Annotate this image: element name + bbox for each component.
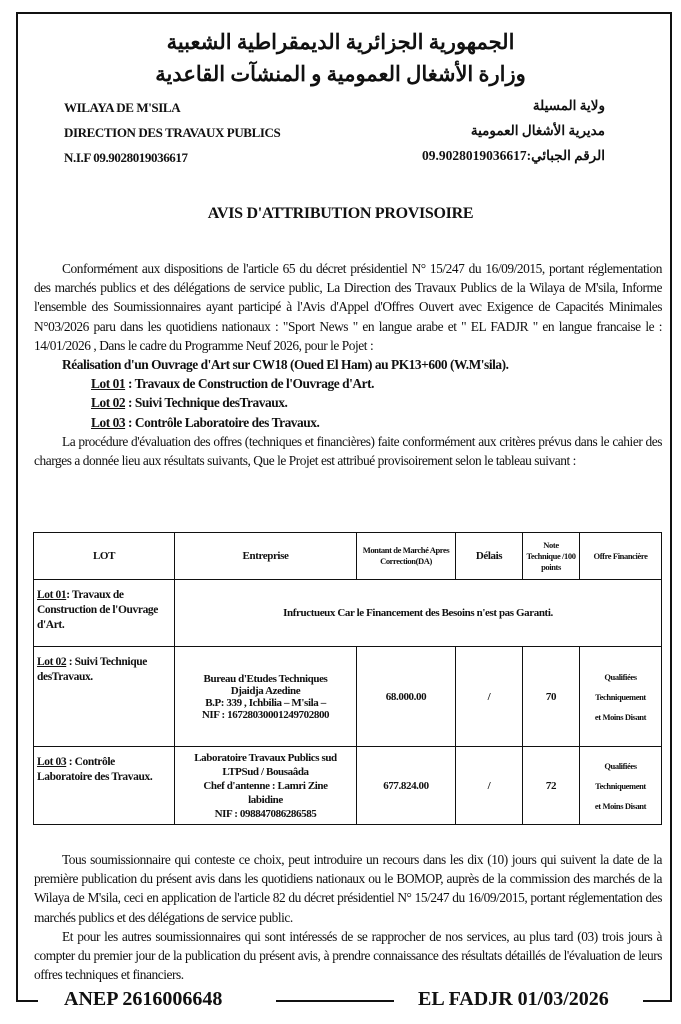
lot-label: : Suivi Technique desTravaux. xyxy=(37,656,147,683)
procedure-paragraph: La procédure d'évaluation des offres (techniques et financières) faite conformément aux critères prévus dans le cahier des charges a donnée lieu aux résultats suivants, Que le Projet est attribué provisoirement selon le tableau suivant : xyxy=(34,433,662,469)
lot-cell xyxy=(34,747,175,825)
journal-date: EL FADJR 01/03/2026 xyxy=(418,988,609,1010)
table-row xyxy=(34,747,662,825)
intro-paragraph: Conformément aux dispositions de l'article 65 du décret présidentiel N° 15/247 du 16/09/2015, portant réglementation des marchés publics et des délégations de service public, La Direction des Travaux Publics de la Wilaya de M'sila, Informe l'ensemble des Soumissionnaires ayant participé à l'Avis d'Appel d'Offres Ouvert avec Exigence de Capacités Minimales N°03/2026 paru dans les quotidiens nationaux : "Sport News " en langue arabe et " EL FADJR " en langue francaise le : 14/01/2026 , Dans le cadre du Programme Neuf 2026, pour le Pojet : xyxy=(34,261,662,353)
entreprise-line: labidine xyxy=(248,793,283,806)
footer-rule xyxy=(276,1000,394,1002)
anep-reference: ANEP 2616006648 xyxy=(64,988,223,1010)
nif-label: N.I.F 09.9028019036617 xyxy=(64,150,188,165)
direction-label-arabic: مديرية الأشغال العمومية xyxy=(470,123,605,138)
direction-label: DIRECTION DES TRAVAUX PUBLICS xyxy=(64,125,281,140)
col-note: Note Technique /100 points xyxy=(523,533,580,580)
offre-line: Techniquement xyxy=(595,780,646,791)
montant-cell: 68.000.00 xyxy=(357,647,456,747)
entreprise-line: Bureau d'Etudes Techniques xyxy=(203,672,328,685)
autres-paragraph: Et pour les autres soumissionnaires qui sont intéressés de se rapprocher de nos services, au plus tard (03) trois jours à compter du premier jour de la publication du présent avis, à prendre connaissance des résultats détaillés de l'évaluation de leurs offres techniques et financiers. xyxy=(34,928,662,983)
lot-label: : Contrôle Laboratoire des Travaux. xyxy=(125,414,320,430)
entreprise-line: NIF : 167280300012497028​00 xyxy=(201,708,330,721)
lot-item xyxy=(91,413,662,432)
arabic-ministry-title: وزارة الأشغال العمومية و المنشآت القاعدية xyxy=(155,62,526,86)
lot-number: Lot 02 xyxy=(91,395,126,411)
wilaya-label: WILAYA DE M'SILA xyxy=(64,100,181,115)
col-montant: Montant de Marché Apres Correction(DA) xyxy=(357,533,456,580)
lot-number: Lot 02 xyxy=(37,656,67,668)
lot-number: Lot 01 xyxy=(37,589,67,601)
lot-cell xyxy=(34,647,175,747)
lot-label: : Contrôle Laboratoire des Travaux. xyxy=(37,756,153,783)
note-cell: 72 xyxy=(523,747,580,825)
footer xyxy=(0,990,681,1024)
delais-cell: / xyxy=(456,647,523,747)
col-delais: Délais xyxy=(456,533,523,580)
col-entreprise: Entreprise xyxy=(175,533,357,580)
entreprise-line: B.P: 339 , Ichbilia – M'sila – xyxy=(205,696,326,709)
entreprise-line: Djaidja Azedine xyxy=(230,684,301,697)
offre-line: et Moins Disant xyxy=(594,800,647,811)
lot-label: : Travaux de Construction de l'Ouvrage d'Art. xyxy=(37,589,158,631)
intro-section xyxy=(34,259,662,470)
lot-item xyxy=(91,393,662,412)
offre-line: Techniquement xyxy=(595,691,646,702)
lot-label: : Travaux de Construction de l'Ouvrage d'Art. xyxy=(125,376,374,392)
lot-label: : Suivi Technique desTravaux. xyxy=(125,395,288,411)
footer-rule xyxy=(16,1000,38,1002)
recours-paragraph: Tous soumissionnaire qui conteste ce choix, peut introduire un recours dans les dix (10) jours qui suivent la date de la première publication du présent avis dans les quotidiens nationaux ou le BOMOP, auprès de la commission des marchés de la Wilaya de M'sila, ceci en application de l'article 82 du décret présidentiel N° 15/247 du 16/09/2015, portant réglementation des marchés publics et des délégations de service public. xyxy=(34,852,662,925)
table-header-row xyxy=(34,533,662,580)
col-lot: LOT xyxy=(34,533,175,580)
entreprise-cell xyxy=(175,747,357,825)
note-cell: 70 xyxy=(523,647,580,747)
col-offre: Offre Financière xyxy=(580,533,662,580)
notice-title: AVIS D'ATTRIBUTION PROVISOIRE xyxy=(207,205,474,222)
nif-label-arabic: الرقم الجبائي:09.9028019036617 xyxy=(421,148,605,163)
table-row xyxy=(34,647,662,747)
arabic-republic-title: الجمهورية الجزائرية الديمقراطية الشعبية xyxy=(166,30,515,54)
footer-rule xyxy=(643,1000,670,1002)
entreprise-cell xyxy=(175,647,357,747)
lot-number: Lot 03 xyxy=(91,414,126,430)
wilaya-label-arabic: ولاية المسيلة xyxy=(532,98,605,113)
offre-cell xyxy=(580,747,662,825)
entreprise-line: LTPSud / Bousaâda xyxy=(222,765,309,778)
offre-line: et Moins Disant xyxy=(594,711,647,722)
offre-line: Qualifiées xyxy=(604,760,637,771)
closing-section xyxy=(34,850,662,984)
results-table xyxy=(33,532,662,825)
infructueux-note: Infructueux Car le Financement des Besoins n'est pas Garanti. xyxy=(175,580,662,647)
entreprise-line: NIF : 098847086286585 xyxy=(214,807,317,820)
lot-item xyxy=(91,374,662,393)
montant-cell: 677.824.00 xyxy=(357,747,456,825)
lot-number: Lot 03 xyxy=(37,756,67,768)
entreprise-line: Chef d'antenne : Lamri Zine xyxy=(203,779,328,792)
offre-cell xyxy=(580,647,662,747)
offre-line: Qualifiées xyxy=(604,671,637,682)
delais-cell: / xyxy=(456,747,523,825)
project-title: Réalisation d'un Ouvrage d'Art sur CW18 (Oued El Ham) au PK13+600 (W.M'sila). xyxy=(62,357,509,373)
lot-cell xyxy=(34,580,175,647)
entreprise-line: Laboratoire Travaux Publics sud xyxy=(194,751,337,764)
lot-number: Lot 01 xyxy=(91,376,126,392)
table-row xyxy=(34,580,662,647)
